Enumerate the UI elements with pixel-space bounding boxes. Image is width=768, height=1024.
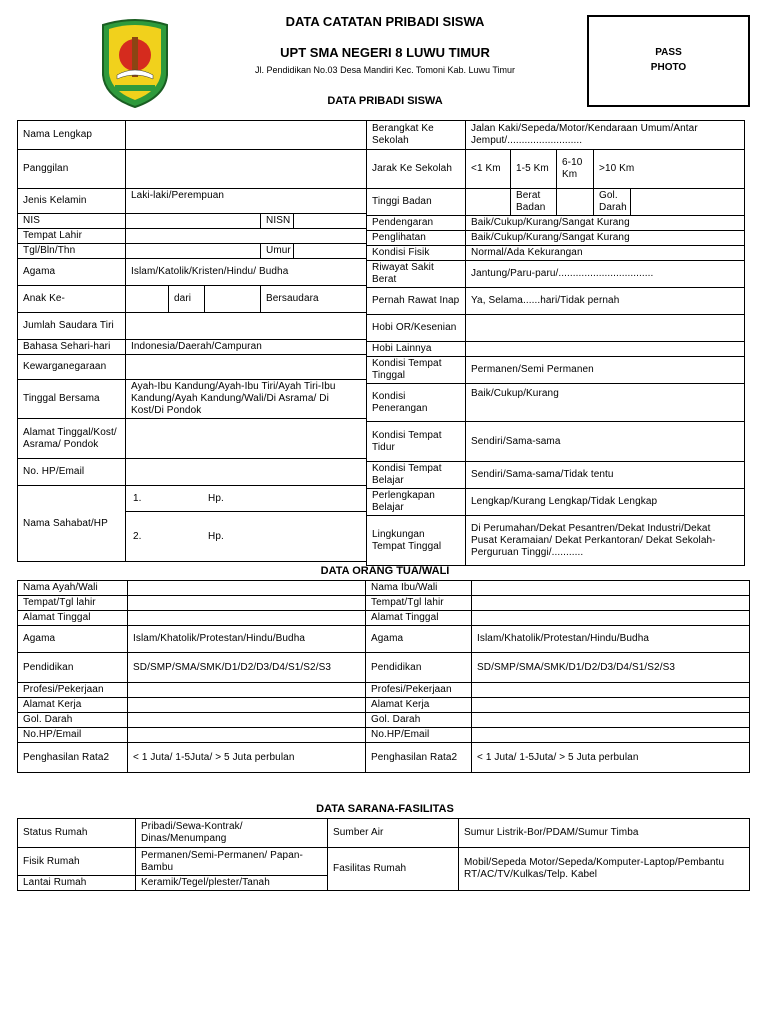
option-jarak-3[interactable]: 6-10 Km xyxy=(557,150,594,189)
label-nisn: NISN xyxy=(261,214,294,229)
label-tempat-belajar: Kondisi Tempat Belajar xyxy=(367,462,466,489)
field-profesi-ayah[interactable] xyxy=(128,683,366,698)
label-berangkat: Berangkat Ke Sekolah xyxy=(367,121,466,150)
label-lantai-rumah: Lantai Rumah xyxy=(18,876,136,891)
label-jenis-kelamin: Jenis Kelamin xyxy=(18,189,126,214)
field-lantai-rumah[interactable]: Keramik/Tegel/plester/Tanah xyxy=(136,876,328,891)
personal-data-right-table xyxy=(366,120,745,566)
photo-label-1: PASS xyxy=(655,47,682,58)
sahabat-2-number: 2. xyxy=(133,530,142,542)
field-penerangan[interactable]: Baik/Cukup/Kurang xyxy=(466,384,745,422)
label-saudara-tiri: Jumlah Saudara Tiri xyxy=(18,313,126,340)
label-agama: Agama xyxy=(18,259,126,286)
field-berangkat[interactable]: Jalan Kaki/Sepeda/Motor/Kendaraan Umum/Antar Jemput/.......................... xyxy=(466,121,745,150)
field-tgl-lahir[interactable] xyxy=(126,244,261,259)
label-tinggal-bersama: Tinggal Bersama xyxy=(18,380,126,419)
field-saudara-tiri[interactable] xyxy=(126,313,367,340)
label-kondisi-fisik: Kondisi Fisik xyxy=(367,246,466,261)
field-penglihatan[interactable]: Baik/Cukup/Kurang/Sangat Kurang xyxy=(466,231,745,246)
label-sumber-air: Sumber Air xyxy=(328,819,459,848)
field-gol-darah-ayah[interactable] xyxy=(128,713,366,728)
option-jarak-2[interactable]: 1-5 Km xyxy=(511,150,557,189)
label-pendengaran: Pendengaran xyxy=(367,216,466,231)
field-tinggi-badan[interactable] xyxy=(466,189,511,216)
field-bahasa[interactable]: Indonesia/Daerah/Campuran xyxy=(126,340,367,355)
field-alamat-ibu[interactable] xyxy=(472,611,750,626)
field-rawat-inap[interactable]: Ya, Selama......hari/Tidak pernah xyxy=(466,288,745,315)
section-title-sarana: DATA SARANA-FASILITAS xyxy=(316,803,454,815)
field-penghasilan-ibu[interactable]: < 1 Juta/ 1-5Juta/ > 5 Juta perbulan xyxy=(472,743,750,773)
field-ttl-ibu[interactable] xyxy=(472,596,750,611)
label-alamat-tinggal: Alamat Tinggal/Kost/ Asrama/ Pondok xyxy=(18,419,126,459)
label-rawat-inap: Pernah Rawat Inap xyxy=(367,288,466,315)
document-title: DATA CATATAN PRIBADI SISWA xyxy=(285,14,485,29)
label-nama-sahabat: Nama Sahabat/HP xyxy=(18,486,126,562)
field-nama-ayah[interactable] xyxy=(128,581,366,596)
school-name: UPT SMA NEGERI 8 LUWU TIMUR xyxy=(280,45,490,60)
label-no-hp: No. HP/Email xyxy=(18,459,126,486)
label-profesi-ibu: Profesi/Pekerjaan xyxy=(366,683,472,698)
field-riwayat-sakit[interactable]: Jantung/Paru-paru/................................. xyxy=(466,261,745,288)
label-nama-ibu: Nama Ibu/Wali xyxy=(366,581,472,596)
label-alamat-ayah: Alamat Tinggal xyxy=(18,611,128,626)
field-alamat-tinggal[interactable] xyxy=(126,419,367,459)
label-nis: NIS xyxy=(18,214,126,229)
field-lingkungan[interactable]: Di Perumahan/Dekat Pesantren/Dekat Industri/Dekat Pusat Keramaian/ Dekat Perkantoran/ Dekat Sekolah-Perguruan Tinggi/........... xyxy=(466,516,745,566)
field-panggilan[interactable] xyxy=(126,150,367,189)
field-pendidikan-ayah[interactable]: SD/SMP/SMA/SMK/D1/D2/D3/D4/S1/S2/S3 xyxy=(128,653,366,683)
pass-photo-box xyxy=(587,15,750,107)
field-penghasilan-ayah[interactable]: < 1 Juta/ 1-5Juta/ > 5 Juta perbulan xyxy=(128,743,366,773)
label-agama-ayah: Agama xyxy=(18,626,128,653)
field-sumber-air[interactable]: Sumur Listrik-Bor/PDAM/Sumur Timba xyxy=(459,819,750,848)
field-tinggal-bersama[interactable]: Ayah-Ibu Kandung/Ayah-Ibu Tiri/Ayah Tiri-Ibu Kandung/Ayah Kandung/Wali/Di Asrama/ Di Kost/Di Pondok xyxy=(126,380,367,419)
option-jarak-4[interactable]: >10 Km xyxy=(594,150,745,189)
field-kewarganegaraan[interactable] xyxy=(126,355,367,380)
field-hobi-or[interactable] xyxy=(466,315,745,342)
label-hp-ayah: No.HP/Email xyxy=(18,728,128,743)
field-hp-ibu[interactable] xyxy=(472,728,750,743)
label-ttl-ayah: Tempat/Tgl lahir xyxy=(18,596,128,611)
label-alamat-kerja-ayah: Alamat Kerja xyxy=(18,698,128,713)
field-alamat-kerja-ayah[interactable] xyxy=(128,698,366,713)
label-ttl-ibu: Tempat/Tgl lahir xyxy=(366,596,472,611)
label-gol-darah-ayah: Gol. Darah xyxy=(18,713,128,728)
field-profesi-ibu[interactable] xyxy=(472,683,750,698)
label-hobi-lainnya: Hobi Lainnya xyxy=(367,342,466,357)
label-gol-darah-ibu: Gol. Darah xyxy=(366,713,472,728)
parent-data-table xyxy=(17,580,750,773)
field-tempat-lahir[interactable] xyxy=(126,229,367,244)
label-kewarganegaraan: Kewarganegaraan xyxy=(18,355,126,380)
label-fisik-rumah: Fisik Rumah xyxy=(18,848,136,876)
field-perlengkapan[interactable]: Lengkap/Kurang Lengkap/Tidak Lengkap xyxy=(466,489,745,516)
label-fasilitas-rumah: Fasilitas Rumah xyxy=(328,848,459,891)
option-jarak-1[interactable]: <1 Km xyxy=(466,150,511,189)
field-alamat-kerja-ibu[interactable] xyxy=(472,698,750,713)
label-nama-lengkap: Nama Lengkap xyxy=(18,121,126,150)
field-kondisi-tempat-tinggal[interactable]: Permanen/Semi Permanen xyxy=(466,357,745,384)
field-nama-ibu[interactable] xyxy=(472,581,750,596)
field-kondisi-fisik[interactable]: Normal/Ada Kekurangan xyxy=(466,246,745,261)
field-nis[interactable] xyxy=(126,214,261,229)
label-gol-darah: Gol. Darah xyxy=(594,189,631,216)
label-tgl-lahir: Tgl/Bln/Thn xyxy=(18,244,126,259)
school-address: Jl. Pendidikan No.03 Desa Mandiri Kec. Tomoni Kab. Luwu Timur xyxy=(255,65,515,75)
field-sahabat-1[interactable] xyxy=(126,486,367,512)
facilities-table xyxy=(17,818,750,891)
field-agama-ibu[interactable]: Islam/Khatolik/Protestan/Hindu/Budha xyxy=(472,626,750,653)
label-status-rumah: Status Rumah xyxy=(18,819,136,848)
label-tempat-lahir: Tempat Lahir xyxy=(18,229,126,244)
label-hp-ibu: No.HP/Email xyxy=(366,728,472,743)
field-pendidikan-ibu[interactable]: SD/SMP/SMA/SMK/D1/D2/D3/D4/S1/S2/S3 xyxy=(472,653,750,683)
field-umur[interactable] xyxy=(294,244,367,259)
label-berat-badan: Berat Badan xyxy=(511,189,557,216)
field-ttl-ayah[interactable] xyxy=(128,596,366,611)
field-gol-darah[interactable] xyxy=(631,189,745,216)
label-penglihatan: Penglihatan xyxy=(367,231,466,246)
label-pendidikan-ayah: Pendidikan xyxy=(18,653,128,683)
section-title-orang-tua: DATA ORANG TUA/WALI xyxy=(320,565,450,577)
field-tempat-belajar[interactable]: Sendiri/Sama-sama/Tidak tentu xyxy=(466,462,745,489)
label-dari: dari xyxy=(169,286,205,313)
label-alamat-kerja-ibu: Alamat Kerja xyxy=(366,698,472,713)
field-fisik-rumah[interactable]: Permanen/Semi-Permanen/ Papan-Bambu xyxy=(136,848,328,876)
field-jenis-kelamin[interactable]: Laki-laki/Perempuan xyxy=(126,189,367,214)
label-kondisi-tempat-tinggal: Kondisi Tempat Tinggal xyxy=(367,357,466,384)
label-nama-ayah: Nama Ayah/Wali xyxy=(18,581,128,596)
field-tempat-tidur[interactable]: Sendiri/Sama-sama xyxy=(466,422,745,462)
label-penghasilan-ayah: Penghasilan Rata2 xyxy=(18,743,128,773)
field-sahabat-2[interactable] xyxy=(126,512,367,562)
school-logo xyxy=(95,17,175,109)
label-riwayat-sakit: Riwayat Sakit Berat xyxy=(367,261,466,288)
field-pendengaran[interactable]: Baik/Cukup/Kurang/Sangat Kurang xyxy=(466,216,745,231)
label-hobi-or: Hobi OR/Kesenian xyxy=(367,315,466,342)
field-alamat-ayah[interactable] xyxy=(128,611,366,626)
field-nama-lengkap[interactable] xyxy=(126,121,367,150)
field-fasilitas-rumah[interactable]: Mobil/Sepeda Motor/Sepeda/Komputer-Laptop/Pembantu RT/AC/TV/Kulkas/Telp. Kabel xyxy=(459,848,750,891)
sahabat-1-number: 1. xyxy=(133,492,142,504)
field-no-hp[interactable] xyxy=(126,459,367,486)
field-agama[interactable]: Islam/Katolik/Kristen/Hindu/ Budha xyxy=(126,259,367,286)
label-pendidikan-ibu: Pendidikan xyxy=(366,653,472,683)
field-agama-ayah[interactable]: Islam/Khatolik/Protestan/Hindu/Budha xyxy=(128,626,366,653)
label-umur: Umur xyxy=(261,244,294,259)
field-hp-ayah[interactable] xyxy=(128,728,366,743)
label-lingkungan: Lingkungan Tempat Tinggal xyxy=(367,516,466,566)
field-anak-ke[interactable] xyxy=(126,286,169,313)
label-alamat-ibu: Alamat Tinggal xyxy=(366,611,472,626)
personal-data-left-table xyxy=(17,120,367,562)
sahabat-2-hp-label: Hp. xyxy=(208,530,224,542)
field-hobi-lainnya[interactable] xyxy=(466,342,745,357)
label-tempat-tidur: Kondisi Tempat Tidur xyxy=(367,422,466,462)
label-perlengkapan: Perlengkapan Belajar xyxy=(367,489,466,516)
field-dari[interactable] xyxy=(205,286,261,313)
label-penghasilan-ibu: Penghasilan Rata2 xyxy=(366,743,472,773)
label-jarak: Jarak Ke Sekolah xyxy=(367,150,466,189)
label-bersaudara: Bersaudara xyxy=(261,286,367,313)
photo-label-2: PHOTO xyxy=(650,62,687,73)
label-agama-ibu: Agama xyxy=(366,626,472,653)
label-penerangan: Kondisi Penerangan xyxy=(367,384,466,422)
label-tinggi-badan: Tinggi Badan xyxy=(367,189,466,216)
field-status-rumah[interactable]: Pribadi/Sewa-Kontrak/ Dinas/Menumpang xyxy=(136,819,328,848)
field-nisn[interactable] xyxy=(294,214,367,229)
label-bahasa: Bahasa Sehari-hari xyxy=(18,340,126,355)
label-anak-ke: Anak Ke- xyxy=(18,286,126,313)
label-profesi-ayah: Profesi/Pekerjaan xyxy=(18,683,128,698)
field-gol-darah-ibu[interactable] xyxy=(472,713,750,728)
sahabat-1-hp-label: Hp. xyxy=(208,492,224,504)
label-panggilan: Panggilan xyxy=(18,150,126,189)
field-berat-badan[interactable] xyxy=(557,189,594,216)
section-title-pribadi: DATA PRIBADI SISWA xyxy=(327,95,443,107)
